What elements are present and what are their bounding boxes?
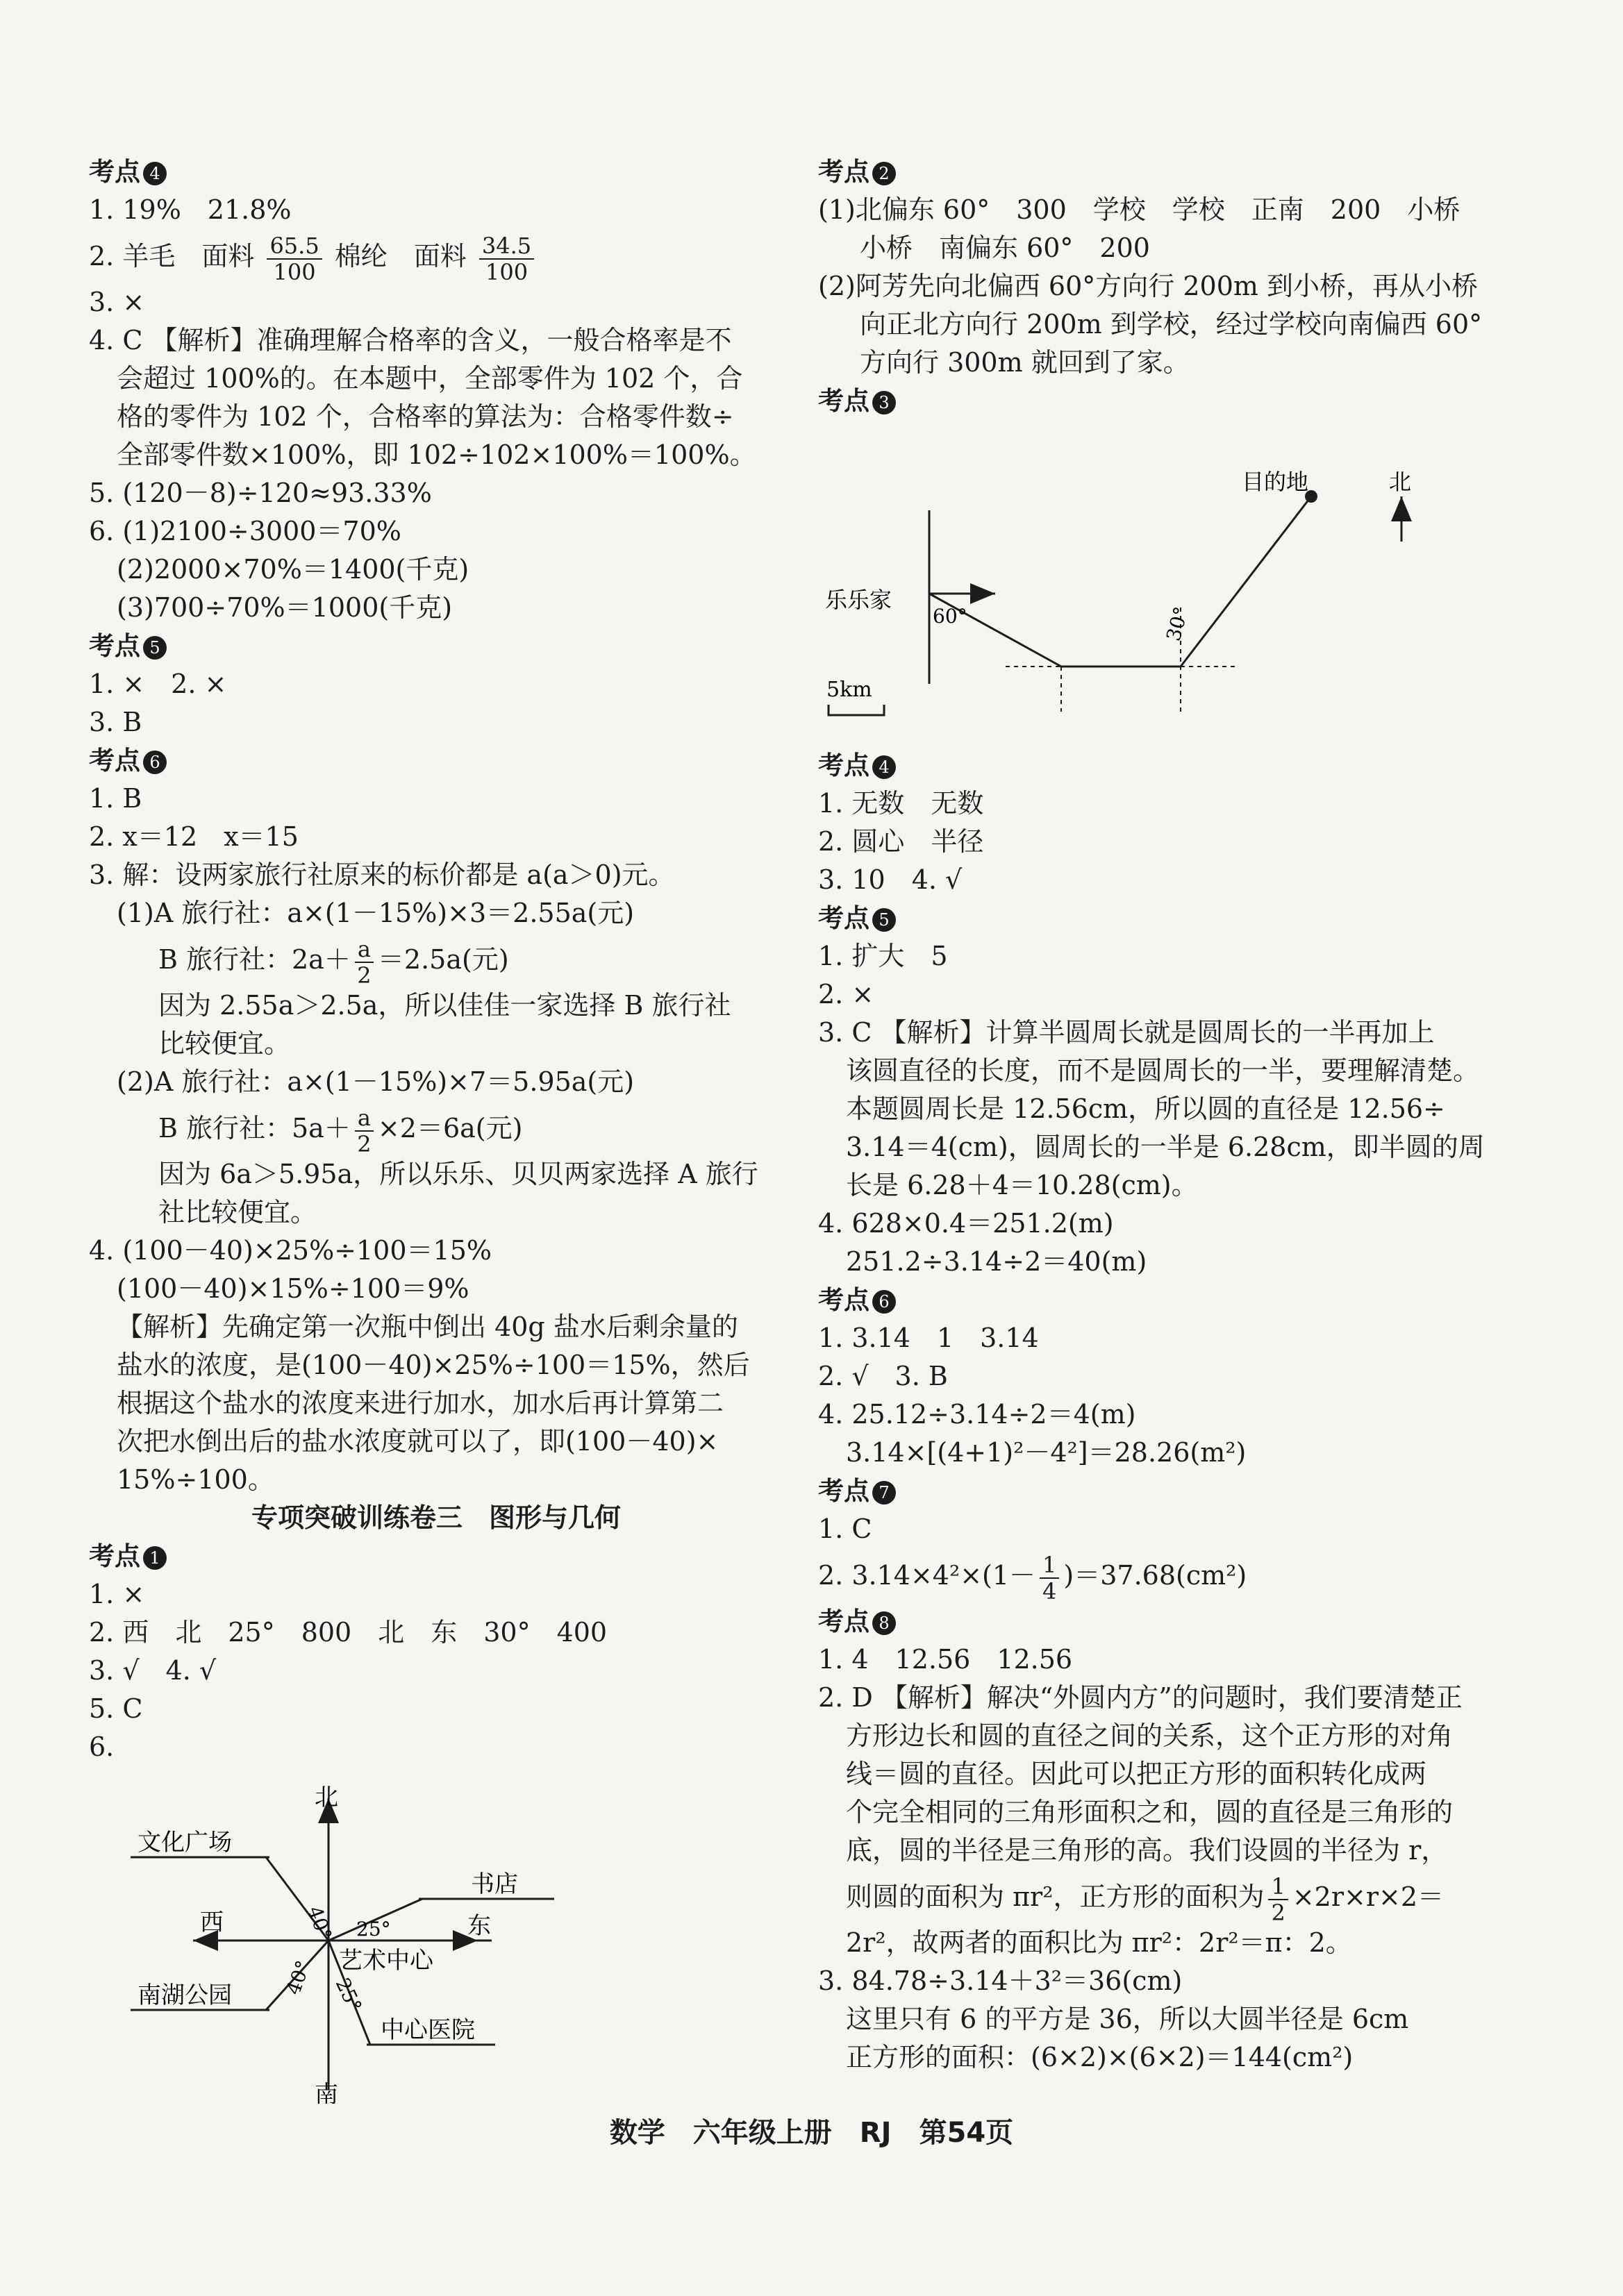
kaodian-3-heading: 考点 3	[818, 382, 1540, 420]
angle-40-upper: 40°	[303, 1903, 337, 1944]
answer-line: 3. ×	[89, 287, 145, 317]
answer-line: 2. √ 3. B	[818, 1361, 948, 1391]
answer-line: 这里只有 6 的平方是 36，所以大圆半径是 6cm	[846, 2004, 1409, 2034]
angle-30: 30°	[1161, 604, 1193, 644]
kaodian-4-heading: 考点 4	[818, 746, 1540, 785]
fraction: $\frac{65.5}{100}$	[267, 233, 322, 285]
answer-line: 3. √ 4. √	[89, 1655, 217, 1686]
answer-line: 2. 3.14×4²×(1－ $\frac{1}{4}$ )＝37.68(cm²)	[818, 1551, 1247, 1604]
answer-line: 3.14＝4(cm)，圆周长的一半是 6.28cm，即半圆的周	[846, 1132, 1485, 1162]
fraction: $\frac{1}{2}$	[1268, 1874, 1288, 1925]
answer-line: 2r²，故两者的面积比为 πr²：2r²＝π：2。	[846, 1927, 1352, 1958]
kaodian-6-heading: 考点 6	[89, 741, 783, 780]
answer-line: (2)2000×70%＝1400(千克)	[117, 554, 469, 585]
kaodian-7-heading: 考点 7	[818, 1472, 1540, 1510]
right-column	[818, 153, 1540, 2077]
answer-line: 1. 19% 21.8%	[89, 194, 292, 225]
label-hospital: 中心医院	[381, 2016, 475, 2044]
angle-25-upper: 25°	[356, 1918, 391, 1941]
label-culture-plaza: 文化广场	[138, 1829, 232, 1857]
kaodian-6-heading: 考点 6	[818, 1281, 1540, 1319]
answer-line: 方向行 300m 就回到了家。	[860, 347, 1190, 378]
kaodian-4-heading: 考点 4	[89, 153, 783, 191]
fraction: $\frac{a}{2}$	[355, 937, 374, 988]
page-footer: 数学 六年级上册 RJ 第54页	[609, 2117, 1014, 2149]
answer-line: (3)700÷70%＝1000(千克)	[117, 592, 453, 623]
answer-line: 1. ×	[89, 1579, 145, 1609]
label-art-center: 艺术中心	[339, 1947, 433, 1975]
answer-line: 全部零件数×100%，即 102÷102×100%＝100%。	[117, 439, 756, 470]
label-lake-park: 南湖公园	[138, 1981, 232, 2009]
label-scale: 5km	[826, 678, 872, 702]
answer-line: 4. 25.12÷3.14÷2＝4(m)	[818, 1399, 1136, 1430]
answer-line: B 旅行社：2a＋ $\frac{a}{2}$ ＝2.5a(元)	[158, 935, 509, 989]
answer-line: 1. × 2. ×	[89, 669, 227, 699]
answer-line: 2. 西 北 25° 800 北 东 30° 400	[89, 1617, 608, 1648]
answer-line: 正方形的面积：(6×2)×(6×2)＝144(cm²)	[846, 2042, 1354, 2072]
fraction: $\frac{a}{2}$	[355, 1105, 374, 1157]
answer-line: 3.14×[(4+1)²－4²]＝28.26(m²)	[846, 1437, 1247, 1468]
angle-60: 60°	[933, 605, 967, 628]
direction-map-diagram	[117, 1784, 644, 2104]
label-home: 乐乐家	[825, 587, 892, 613]
left-column	[89, 153, 783, 2104]
label-bookstore: 书店	[471, 1870, 518, 1898]
answer-line: 1. 无数 无数	[818, 788, 984, 819]
answer-line: (100－40)×15%÷100＝9%	[117, 1273, 469, 1304]
answer-line: 3. 解：设两家旅行社原来的标价都是 a(a＞0)元。	[89, 860, 675, 890]
answer-line: 根据这个盐水的浓度来进行加水，加水后再计算第二	[117, 1388, 724, 1418]
scale-bar	[829, 705, 884, 715]
answer-line: 6. (1)2100÷3000＝70%	[89, 516, 401, 546]
angle-40-lower: 40°	[281, 1957, 315, 1998]
answer-line: 1. 4 12.56 12.56	[818, 1644, 1073, 1675]
label-north: 北	[315, 1784, 338, 1811]
answer-line: 1. B	[89, 783, 142, 814]
answer-line: 251.2÷3.14÷2＝40(m)	[846, 1246, 1147, 1277]
answer-line: 【解析】先确定第一次瓶中倒出 40g 盐水后剩余量的	[117, 1312, 738, 1342]
kaodian-8-heading: 考点 8	[818, 1602, 1540, 1641]
answer-line: 4. 628×0.4＝251.2(m)	[818, 1208, 1114, 1239]
answer-line: 1. 3.14 1 3.14	[818, 1323, 1039, 1353]
answer-line: 次把水倒出后的盐水浓度就可以了，即(100－40)×	[117, 1426, 719, 1457]
answer-line: 2. ×	[818, 979, 874, 1009]
label-destination: 目的地	[1242, 469, 1309, 495]
answer-line: 2. 羊毛 面料 $\frac{65.5}{100}$ 棉纶 面料 $\frac{34.5}{100}$	[89, 229, 783, 283]
answer-line: 方形边长和圆的直径之间的关系，这个正方形的对角	[846, 1720, 1454, 1751]
answer-line: 2. 圆心 半径	[818, 826, 984, 857]
fraction: $\frac{1}{4}$	[1040, 1552, 1059, 1604]
answer-line: 4. C 【解析】准确理解合格率的含义，一般合格率是不	[89, 325, 732, 355]
answer-line: 比较便宜。	[158, 1028, 291, 1059]
answer-line: 6.	[89, 1732, 115, 1762]
label-east: 东	[467, 1912, 491, 1940]
answer-line: (1)A 旅行社：a×(1－15%)×3＝2.55a(元)	[117, 898, 635, 928]
answer-line: 3. 10 4. √	[818, 864, 963, 895]
angle-25-lower: 25°	[331, 1975, 367, 2016]
answer-line: 会超过 100%的。在本题中，全部零件为 102 个，合	[117, 363, 743, 394]
answer-line: 长是 6.28＋4＝10.28(cm)。	[846, 1170, 1198, 1200]
kaodian-2-heading: 考点 2	[818, 153, 1540, 191]
kaodian-5-heading: 考点 5	[89, 627, 783, 665]
answer-line: 线＝圆的直径。因此可以把正方形的面积转化成两	[846, 1759, 1427, 1789]
answer-line: (2)阿芳先向北偏西 60°方向行 200m 到小桥，再从小桥	[818, 271, 1478, 301]
answer-line: 15%÷100。	[117, 1464, 274, 1495]
answer-line: 则圆的面积为 πr²，正方形的面积为 $\frac{1}{2}$ ×2r×r×2＝	[846, 1872, 1445, 1926]
answer-line: 1. 扩大 5	[818, 941, 948, 971]
answer-line: (1)北偏东 60° 300 学校 学校 正南 200 小桥	[818, 194, 1460, 225]
answer-line: 盐水的浓度，是(100－40)×25%÷100＝15%，然后	[117, 1350, 750, 1380]
label-south: 南	[315, 2081, 338, 2104]
answer-line: B 旅行社：5a＋ $\frac{a}{2}$ ×2＝6a(元)	[158, 1104, 523, 1157]
answer-line: 2. D 【解析】解决“外圆内方”的问题时，我们要清楚正	[818, 1682, 1463, 1713]
answer-line: 因为 6a＞5.95a，所以乐乐、贝贝两家选择 A 旅行	[158, 1159, 758, 1189]
label-north: 北	[1389, 469, 1412, 495]
route-map-diagram	[818, 420, 1513, 746]
answer-line: 3. B	[89, 707, 142, 737]
answer-line: 3. 84.78÷3.14＋3²＝36(cm)	[818, 1966, 1183, 1996]
fraction: $\frac{34.5}{100}$	[479, 233, 534, 285]
route-segment-3	[1181, 496, 1311, 667]
answer-line: 5. (120－8)÷120≈93.33%	[89, 478, 432, 508]
answer-line: 社比较便宜。	[158, 1197, 317, 1227]
answer-line: 该圆直径的长度，而不是圆周长的一半，要理解清楚。	[846, 1055, 1480, 1086]
answer-line: 本题圆周长是 12.56cm，所以圆的直径是 12.56÷	[846, 1093, 1445, 1124]
answer-line: 1. C	[818, 1514, 872, 1544]
answer-line: 4. (100－40)×25%÷100＝15%	[89, 1235, 492, 1266]
answer-line: 小桥 南偏东 60° 200	[860, 233, 1150, 263]
answer-line: 个完全相同的三角形面积之和，圆的直径是三角形的	[846, 1797, 1454, 1827]
kaodian-1-heading: 考点 1	[89, 1537, 783, 1575]
answer-line: 5. C	[89, 1693, 143, 1724]
kaodian-5-heading: 考点 5	[818, 899, 1540, 937]
answer-line: 底，圆的半径是三角形的高。我们设圆的半径为 r，	[846, 1835, 1448, 1866]
section-title: 专项突破训练卷三 图形与几何	[251, 1502, 621, 1533]
answer-line: 格的零件为 102 个，合格率的算法为：合格零件数÷	[117, 401, 734, 432]
answer-line: 3. C 【解析】计算半圆周长就是圆周长的一半再加上	[818, 1017, 1435, 1048]
answer-line: 2. x＝12 x＝15	[89, 821, 299, 852]
answer-line: 向正北方向行 200m 到学校，经过学校向南偏西 60°	[860, 309, 1483, 340]
answer-line: (2)A 旅行社：a×(1－15%)×7＝5.95a(元)	[117, 1066, 635, 1097]
answer-line: 因为 2.55a＞2.5a，所以佳佳一家选择 B 旅行社	[158, 990, 731, 1021]
label-west: 西	[200, 1909, 224, 1936]
